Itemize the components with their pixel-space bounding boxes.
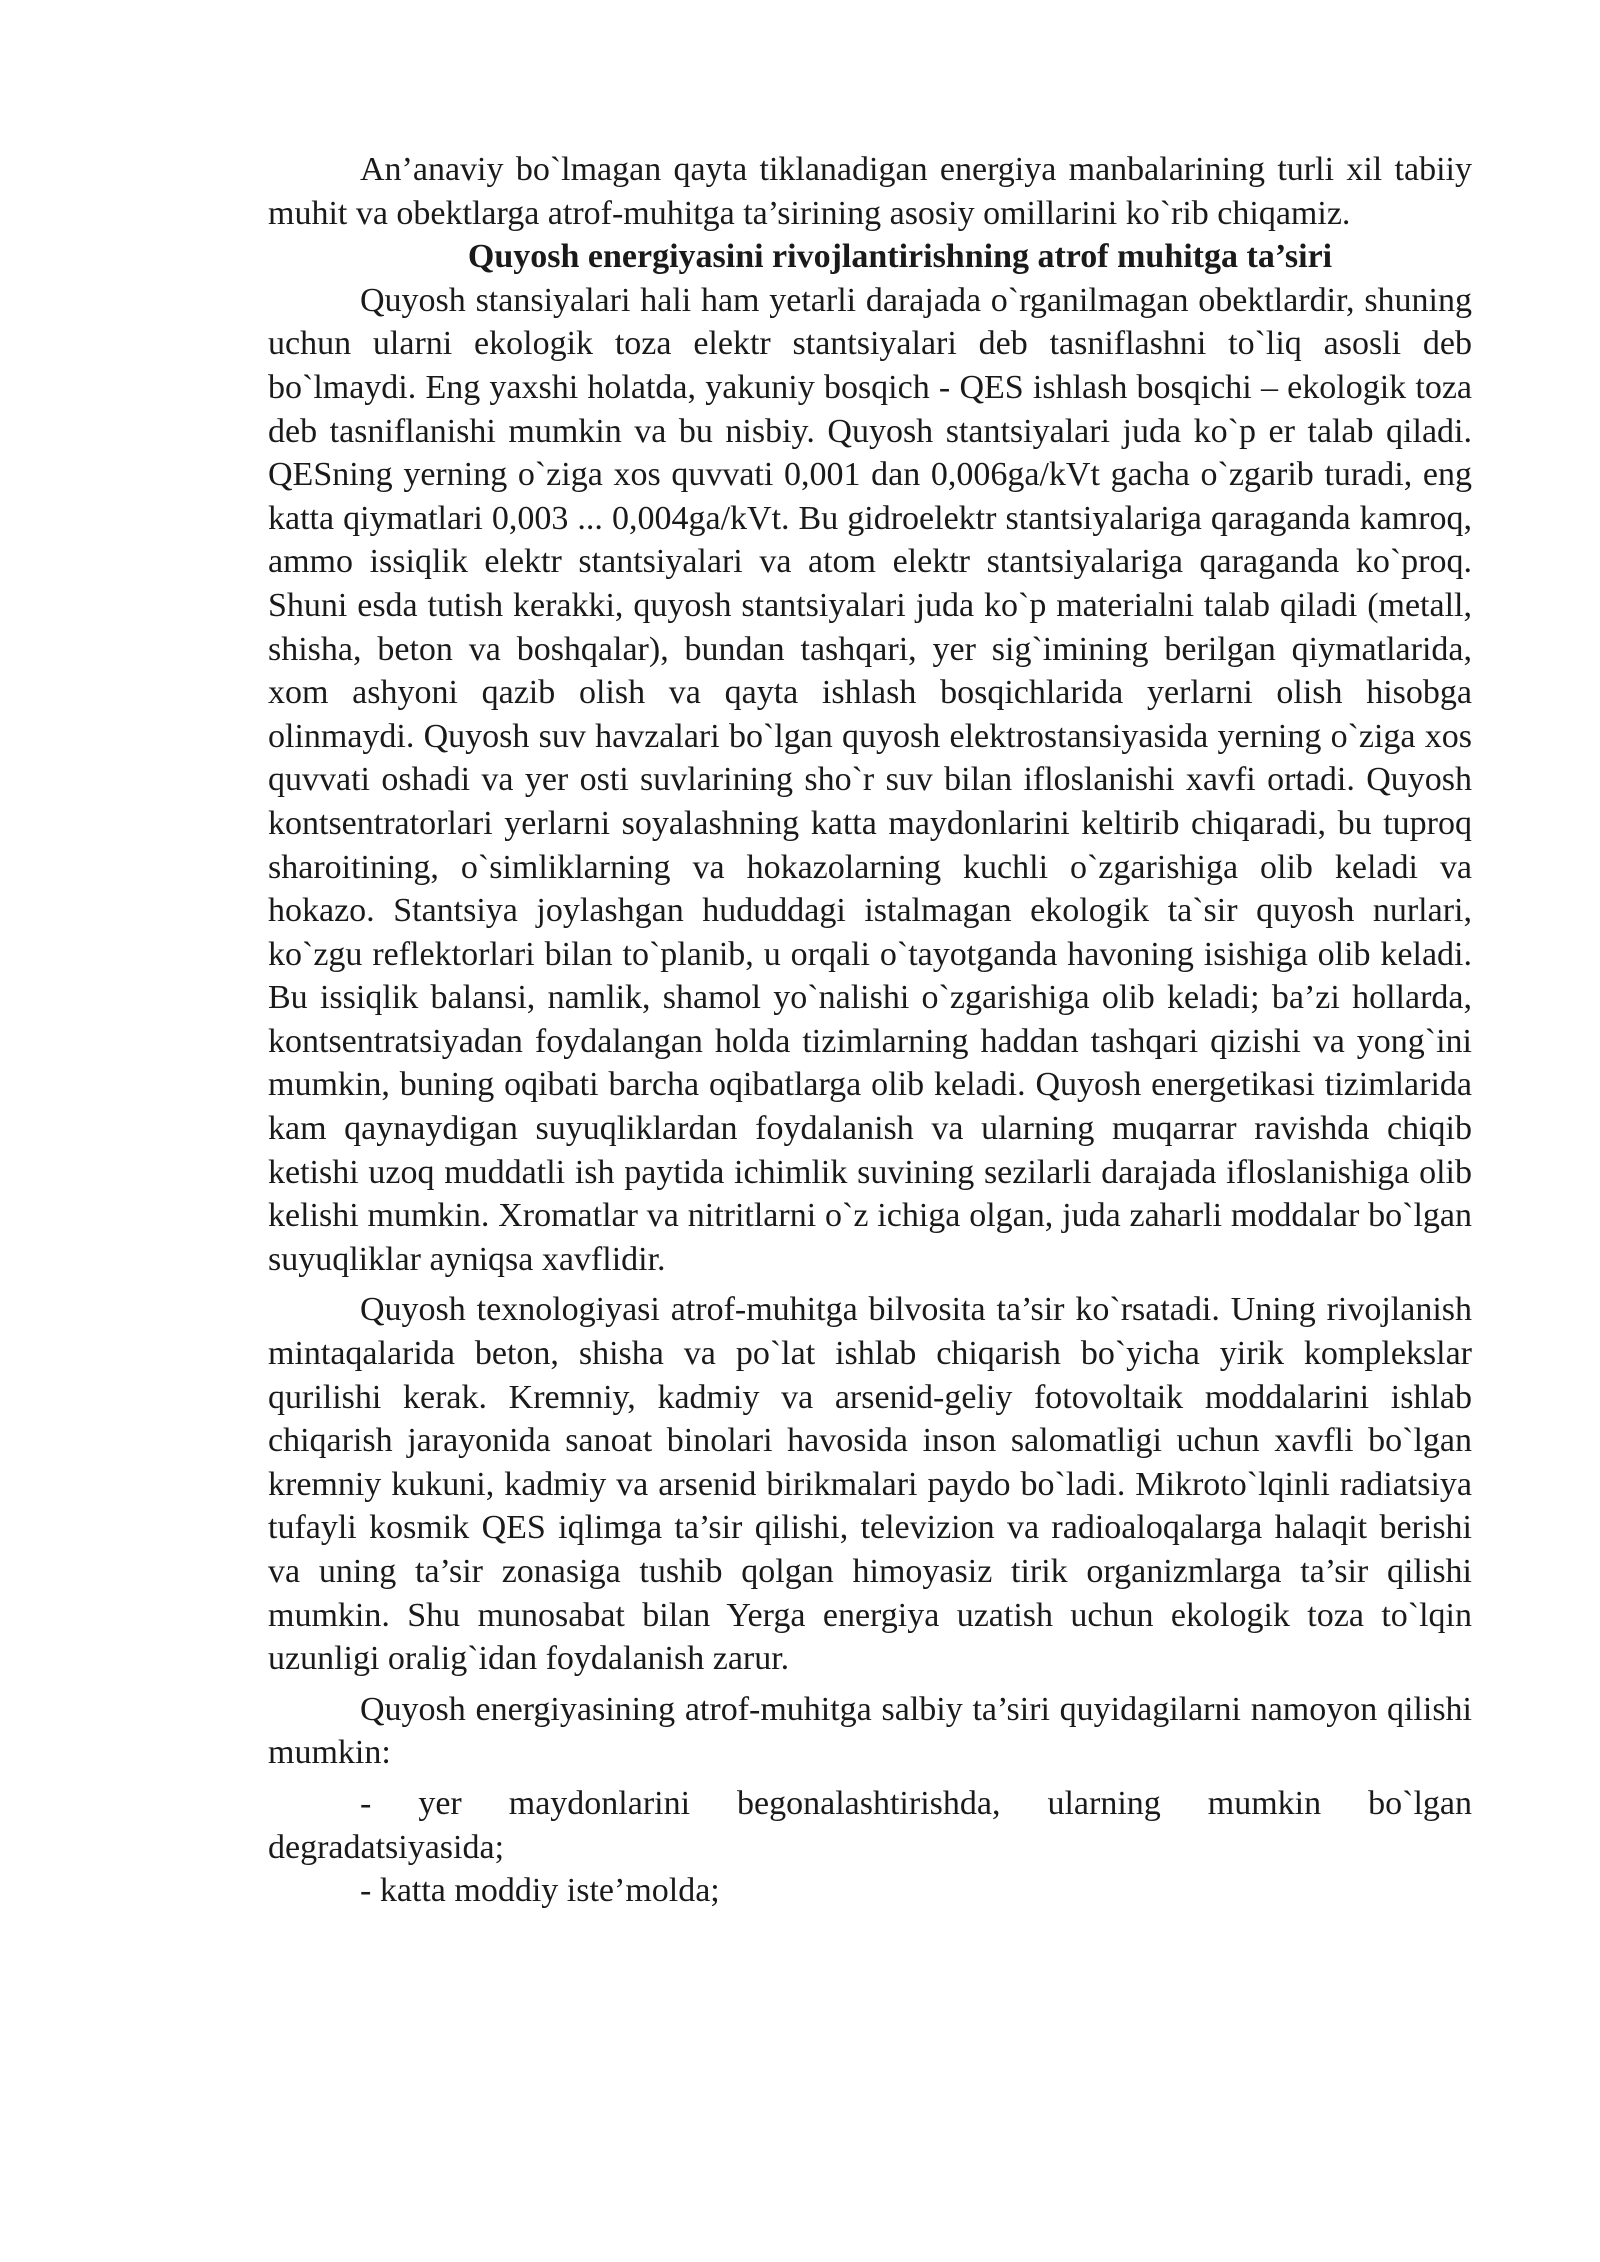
section-heading: Quyosh energiyasini rivojlantirishning atrof muhitga ta’siri <box>467 238 1333 276</box>
list-item-1: - yer maydonlarini begonalashtirishda, ularning mumkin bo`lgan degradatsiyasida; <box>268 1784 1472 1866</box>
intro-paragraph: An’anaviy bo`lmagan qayta tiklanadigan energiya manbalarining turli xil tabiiy muhit va obektlarga atrof-muhitga ta’sirining asosiy omillarini ko`rib chiqamiz. <box>268 151 1472 232</box>
body-paragraph-3: Quyosh energiyasining atrof-muhitga salbiy ta’siri quyidagilarni namoyon qilishi mumkin: <box>268 1690 1472 1772</box>
body-paragraph-2: Quyosh texnologiyasi atrof-muhitga bilvosita ta’sir ko`rsatadi. Uning rivojlanish mintaqalarida beton, shisha va po`lat ishlab chiqarish bo`yicha yirik komplekslar qurilishi kerak. Kremniy, kadmiy va arsenid-geliy fotovoltaik moddalarini ishlab chiqarish jarayonida sanoat binolari havosida inson salomatligi uchun xavfli bo`lgan kremniy kukuni, kadmiy va arsenid birikmalari paydo bo`ladi. Mikroto`lqinli radiatsiya tufayli kosmik QES iqlimga ta’sir qilishi, televizion va radioaloqalarga halaqit berishi va uning ta’sir zonasiga tushib qolgan himoyasiz tirik organizmlarga ta’sir qilishi mumkin. Shu munosabat bilan Yerga energiya uzatish uchun ekologik toza to`lqin uzunligi oralig`idan foydalanish zarur. <box>268 1291 1472 1678</box>
list-item-2: - katta moddiy iste’molda; <box>360 1872 720 1910</box>
document-page <box>268 148 1472 1913</box>
body-paragraph-1: Quyosh stansiyalari hali ham yetarli darajada o`rganilmagan obektlardir, shuning uchun ularni ekologik toza elektr stantsiyalari deb tasniflashni to`liq asosli deb bo`lmaydi. Eng yaxshi holatda, yakuniy bosqich - QES ishlash bosqichi – ekologik toza deb tasniflanishi mumkin va bu nisbiy. Quyosh stantsiyalari juda ko`p er talab qiladi. QESning yerning o`ziga xos quvvati 0,001 dan 0,006ga/kVt gacha o`zgarib turadi, eng katta qiymatlari 0,003 ... 0,004ga/kVt. Bu gidroelektr stantsiyalariga qaraganda kamroq, ammo issiqlik elektr stantsiyalari va atom elektr stantsiyalariga qaraganda ko`proq. Shuni esda tutish kerakki, quyosh stantsiyalari juda ko`p materialni talab qiladi (metall, shisha, beton va boshqalar), bundan tashqari, yer sig`imining berilgan qiymatlarida, xom ashyoni qazib olish va qayta ishlash bosqichlarida yerlarni olish hisobga olinmaydi. Quyosh suv havzalari bo`lgan quyosh elektrostansiyasida yerning o`ziga xos quvvati oshadi va yer osti suvlarining sho`r suv bilan ifloslanishi xavfi ortadi. Quyosh kontsentratorlari yerlarni soyalashning katta maydonlarini keltirib chiqaradi, bu tuproq sharoitining, o`simliklarning va hokazolarning kuchli o`zgarishiga olib keladi va hokazo. Stantsiya joylashgan hududdagi istalmagan ekologik ta`sir quyosh nurlari, ko`zgu reflektorlari bilan to`planib, u orqali o`tayotganda havoning isishiga olib keladi. Bu issiqlik balansi, namlik, shamol yo`nalishi o`zgarishiga olib keladi; ba’zi hollarda, kontsentratsiyadan foydalangan holda tizimlarning haddan tashqari qizishi va yong`ini mumkin, buning oqibati barcha oqibatlarga olib keladi. Quyosh energetikasi tizimlarida kam qaynaydigan suyuqliklardan foydalanish va ularning muqarrar ravishda chiqib ketishi uzoq muddatli ish paytida ichimlik suvining sezilarli darajada ifloslanishiga olib kelishi mumkin. Xromatlar va nitritlarni o`z ichiga olgan, juda zaharli moddalar bo`lgan suyuqliklar ayniqsa xavflidir. <box>268 281 1472 1278</box>
